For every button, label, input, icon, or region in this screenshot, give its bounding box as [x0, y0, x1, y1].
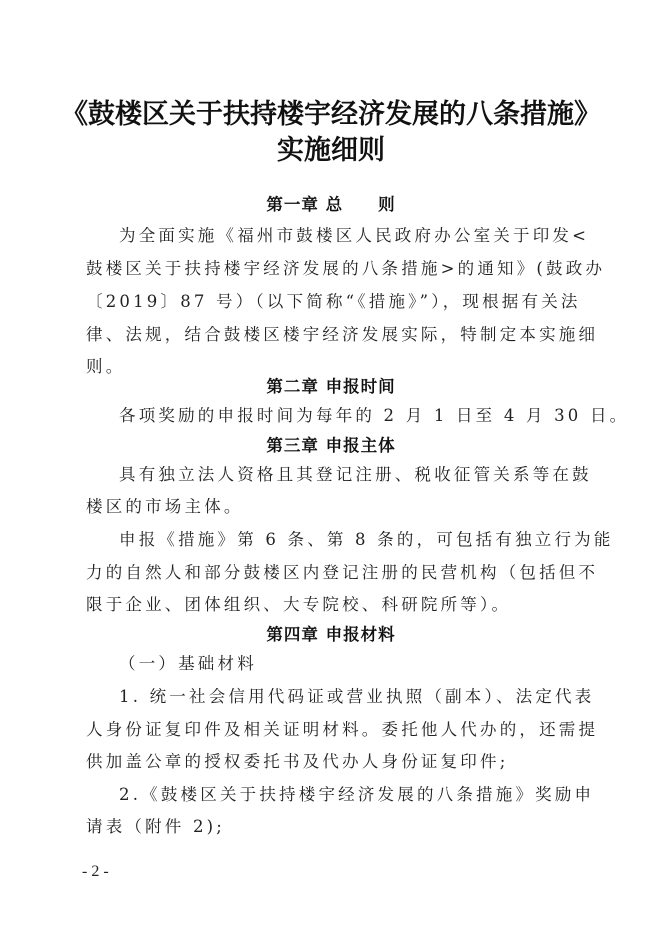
chapter-3-heading: 第三章 申报主体	[266, 436, 396, 455]
paragraph-line: 力的自然人和部分鼓楼区内登记注册的民营机构（包括但不	[86, 563, 599, 582]
paragraph-line: 则。	[86, 357, 126, 376]
paragraph-line: 楼区的市场主体。	[86, 497, 244, 516]
paragraph-line: 请表（附件 2);	[86, 817, 226, 836]
chapter-4-heading: 第四章 申报材料	[266, 625, 396, 644]
paragraph-line: 人身份证复印件及相关证明材料。委托他人代办的，还需提	[86, 720, 599, 739]
paragraph-line: 限于企业、团体组织、大专院校、科研院所等）。	[86, 595, 512, 614]
chapter-2-heading: 第二章 申报时间	[266, 377, 396, 396]
paragraph-line: 各项奖励的申报时间为每年的 2 月 1 日至 4 月 30 日。	[119, 406, 630, 425]
document-title-line-2: 实施细则	[277, 135, 385, 166]
document-title-line-1: 《鼓楼区关于扶持楼宇经济发展的八条措施》	[61, 99, 601, 130]
paragraph-line: 1. 统一社会信用代码证或营业执照（副本）、法定代表	[119, 687, 595, 706]
paragraph-line: 律、法规，结合鼓楼区楼宇经济发展实际，特制定本实施细	[86, 325, 599, 344]
paragraph-line: 〔2019〕87 号）（以下简称“《措施》”），现根据有关法	[86, 292, 581, 311]
paragraph-line: 2.《鼓楼区关于扶持楼宇经济发展的八条措施》奖励申	[119, 785, 595, 804]
paragraph-line: 为全面实施《福州市鼓楼区人民政府办公室关于印发<	[119, 226, 590, 245]
paragraph-line: 申报《措施》第 6 条、第 8 条的，可包括有独立行为能	[119, 530, 614, 549]
page-number: - 2 -	[82, 863, 109, 880]
subsection-heading: （一）基础材料	[119, 654, 257, 673]
paragraph-line: 具有独立法人资格且其登记注册、税收征管关系等在鼓	[119, 465, 592, 484]
paragraph-line: 供加盖公章的授权委托书及代办人身份证复印件;	[86, 752, 509, 771]
paragraph-line: 鼓楼区关于扶持楼宇经济发展的八条措施>的通知》(鼓政办	[86, 259, 606, 278]
chapter-1-heading: 第一章 总 则	[266, 195, 396, 214]
